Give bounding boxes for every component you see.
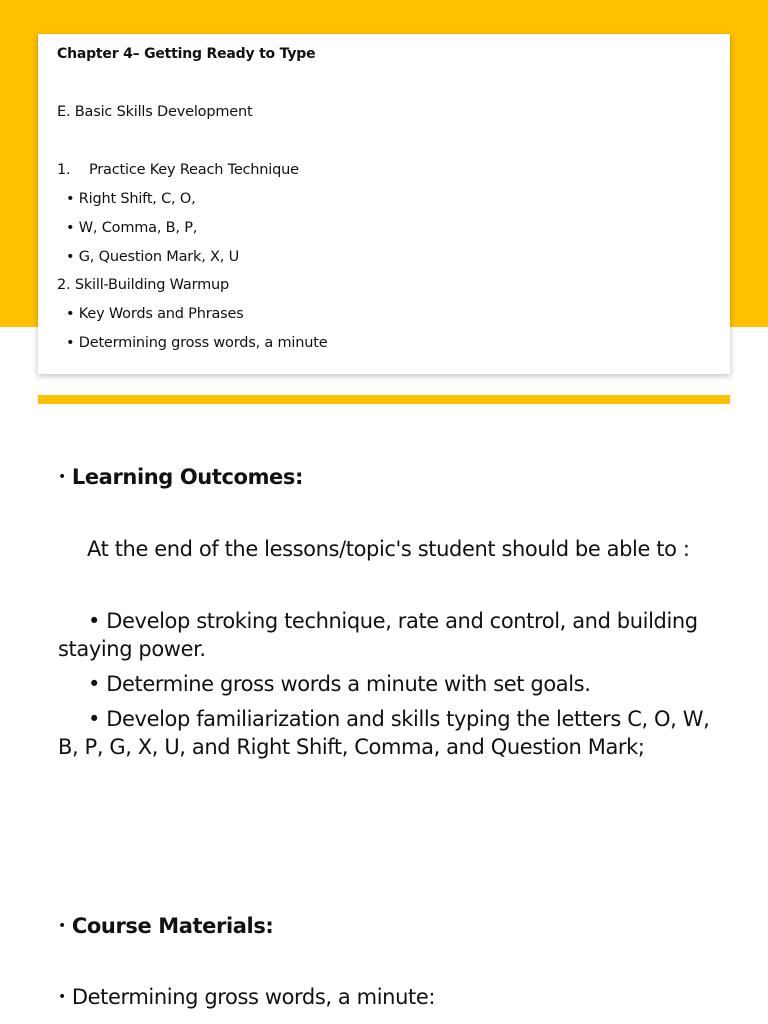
topic-item-1-number: 1. bbox=[57, 162, 71, 178]
accent-divider bbox=[38, 395, 730, 404]
bullet-glyph: • bbox=[58, 918, 66, 934]
bullet-glyph: • bbox=[58, 989, 66, 1005]
bullet-glyph: • bbox=[58, 469, 66, 485]
topic-bullet: • Determining gross words, a minute bbox=[66, 335, 328, 351]
course-material-item bbox=[58, 983, 726, 1011]
learning-outcomes-title: Learning Outcomes: bbox=[71, 465, 303, 489]
topic-bullet: • Key Words and Phrases bbox=[66, 306, 244, 322]
learning-outcomes-heading bbox=[58, 463, 726, 491]
topic-item-2-label: 2. Skill-Building Warmup bbox=[57, 277, 229, 293]
chapter-card bbox=[38, 34, 730, 374]
outcome-item: • Develop stroking technique, rate and control, and building staying power. bbox=[58, 609, 698, 661]
course-material-text: Determining gross words, a minute: bbox=[71, 985, 436, 1009]
chapter-title: Chapter 4– Getting Ready to Type bbox=[57, 46, 316, 62]
topic-bullet: • G, Question Mark, X, U bbox=[66, 249, 240, 265]
topic-bullet: • Right Shift, C, O, bbox=[66, 191, 196, 207]
section-title: E. Basic Skills Development bbox=[57, 104, 253, 120]
outcome-item: • Develop familiarization and skills typing the letters C, O, W, B, P, G, X, U, and Right Shift, Comma, and Question Mark; bbox=[58, 707, 710, 759]
topic-item-1-label: Practice Key Reach Technique bbox=[89, 162, 299, 178]
topic-bullet: • W, Comma, B, P, bbox=[66, 220, 198, 236]
learning-outcomes-intro: At the end of the lessons/topic's student should be able to : bbox=[87, 537, 690, 561]
outcome-item: • Determine gross words a minute with set goals. bbox=[88, 672, 591, 696]
topic-item-1 bbox=[57, 160, 299, 180]
course-materials-title: Course Materials: bbox=[71, 914, 274, 938]
course-materials-heading bbox=[58, 912, 726, 940]
